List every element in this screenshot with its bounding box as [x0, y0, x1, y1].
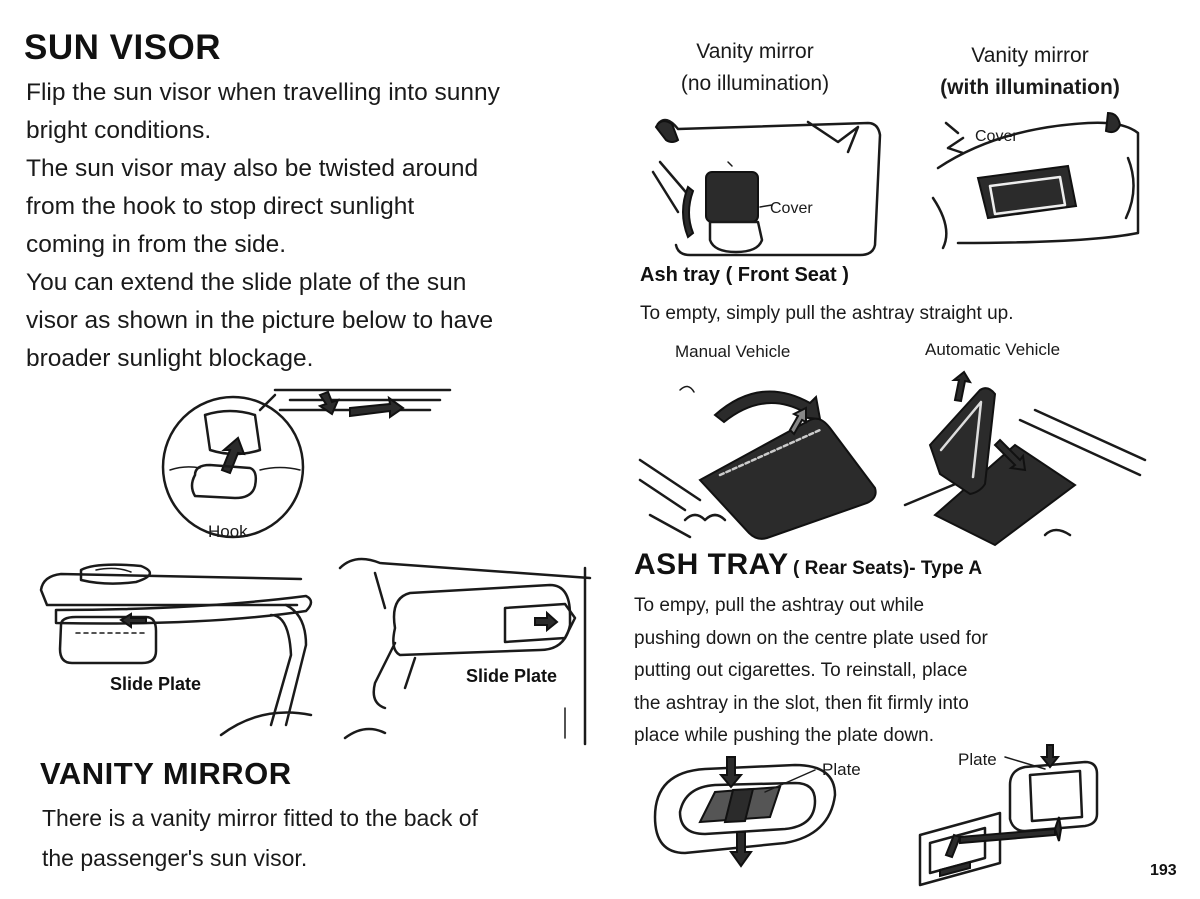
- slide-plate-label-1: Slide Plate: [110, 674, 202, 694]
- vanity-mirror-illum-caption: [915, 40, 1145, 104]
- slide-plate-label-2: Slide Plate: [466, 666, 558, 686]
- vanity-mirror-no-illum-illustration: [648, 112, 893, 262]
- ash-tray-front-text: To empty, simply pull the ashtray straight up.: [640, 303, 1014, 324]
- manual-vehicle-label: Manual Vehicle: [675, 342, 791, 361]
- ash-tray-rear-heading-main: ASH TRAY: [634, 548, 789, 581]
- vanity-mirror-no-illum-caption: [640, 36, 870, 100]
- caption-line: (no illumination): [680, 72, 830, 95]
- slide-plate-illustration-2: [335, 548, 597, 744]
- vanity-mirror-line: There is a vanity mirror fitted to the back of: [42, 805, 478, 831]
- sun-visor-line: from the hook to stop direct sunlight: [26, 193, 415, 220]
- cover-label-1: Cover: [770, 200, 813, 217]
- ash-tray-rear-pull-illustration: [645, 752, 845, 872]
- sun-visor-text: [26, 74, 616, 378]
- ash-rear-line: place while pushing the plate down.: [634, 725, 934, 746]
- ash-tray-manual-illustration: [640, 370, 880, 538]
- plate-label-2: Plate: [958, 750, 997, 769]
- ash-tray-rear-text: [634, 590, 1154, 753]
- cover-label-2: Cover: [975, 128, 1018, 145]
- vanity-mirror-text: [42, 798, 602, 878]
- ash-rear-line: the ashtray in the slot, then fit firmly into: [634, 692, 969, 714]
- ash-tray-automatic-illustration: [905, 370, 1145, 538]
- plate-label-1: Plate: [822, 760, 861, 779]
- ash-tray-rear-reinstall-illustration: [910, 745, 1105, 885]
- sun-visor-hook-illustration: [150, 370, 460, 550]
- ash-rear-line: To empy, pull the ashtray out while: [634, 595, 925, 616]
- sun-visor-line: broader sunlight blockage.: [26, 345, 314, 372]
- ash-rear-line: putting out cigarettes. To reinstall, place: [634, 660, 968, 681]
- ash-tray-front-heading: Ash tray ( Front Seat ): [640, 264, 849, 286]
- sun-visor-line: bright conditions.: [26, 117, 212, 144]
- sun-visor-line: visor as shown in the picture below to have: [26, 307, 494, 334]
- ash-tray-rear-heading-sub: ( Rear Seats)- Type A: [793, 558, 983, 579]
- page-number: 193: [1150, 862, 1177, 879]
- slide-plate-illustration-1: [36, 555, 331, 745]
- sun-visor-line: The sun visor may also be twisted around: [26, 155, 479, 182]
- automatic-vehicle-label: Automatic Vehicle: [925, 340, 1061, 359]
- vanity-mirror-line: the passenger's sun visor.: [42, 845, 308, 871]
- caption-line: (with illumination): [940, 76, 1120, 99]
- caption-line: Vanity mirror: [696, 40, 814, 63]
- vanity-mirror-illum-illustration: [928, 108, 1153, 253]
- sun-visor-line: You can extend the slide plate of the sun: [26, 269, 467, 296]
- hook-label: Hook: [208, 522, 248, 541]
- caption-line: Vanity mirror: [971, 44, 1089, 67]
- ash-rear-line: pushing down on the centre plate used for: [634, 627, 988, 649]
- vanity-mirror-heading: VANITY MIRROR: [40, 756, 292, 791]
- sun-visor-line: Flip the sun visor when travelling into sunny: [26, 79, 500, 106]
- sun-visor-heading: SUN VISOR: [24, 28, 222, 67]
- sun-visor-line: coming in from the side.: [26, 231, 287, 258]
- ash-tray-rear-heading: [634, 548, 982, 582]
